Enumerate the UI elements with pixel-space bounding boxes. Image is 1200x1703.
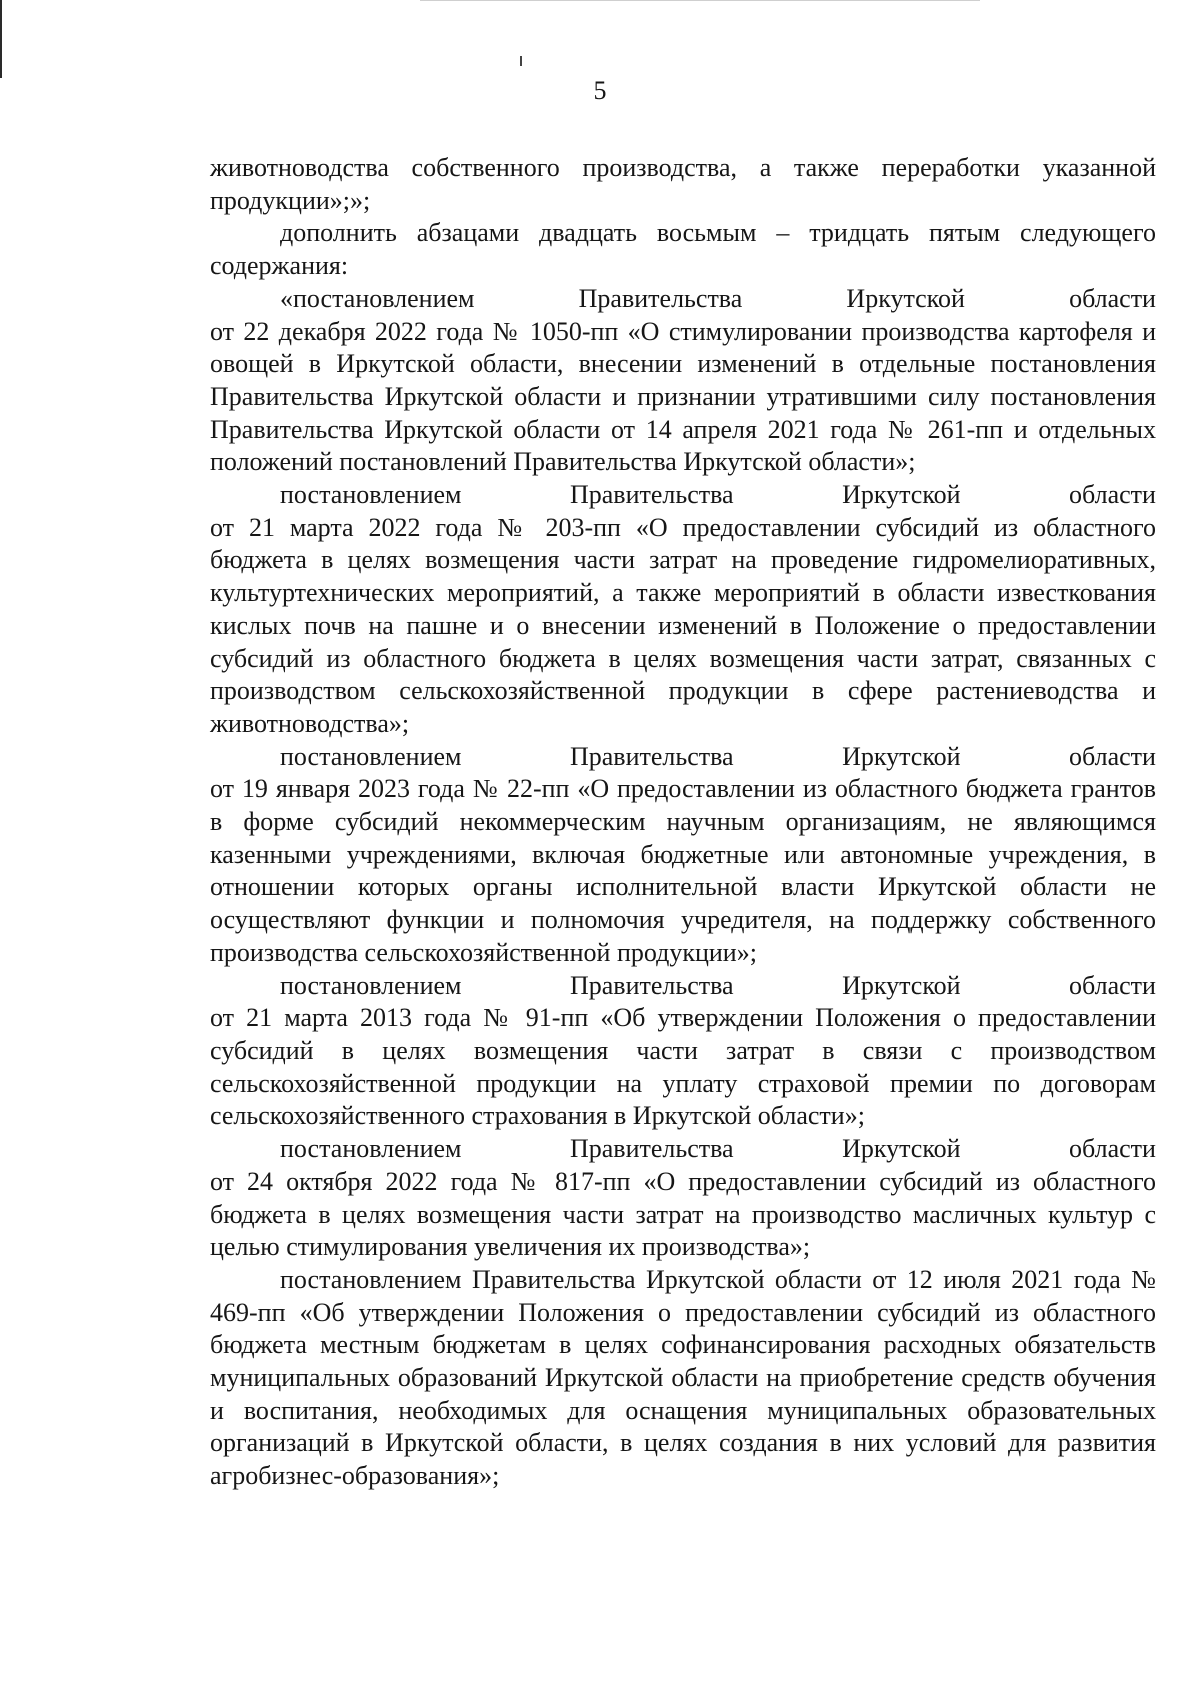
- paragraph-4-first-line: [210, 479, 1156, 512]
- paragraph-8: постановлением Правительства Иркутской области от 12 июля 2021 года № 469-пп «Об утверждении Положения о предоставлении субсидий из областного бюджета местным бюджетам в целях софинансирования расходных обязательств муниципальных образований Иркутской области на приобретение средств обучения и воспитания, необходимых для оснащения муниципальных образовательных организаций в Иркутской области, в целях создания в них условий для развития агробизнес-образования»;: [210, 1264, 1156, 1491]
- scan-edge-mark: [0, 0, 2, 78]
- word: «постановлением: [280, 283, 475, 313]
- paragraph-6-first-line: [210, 970, 1156, 1003]
- word: постановлением: [280, 480, 462, 510]
- word: Правительства: [569, 741, 734, 771]
- paragraph-3-first-line: [210, 283, 1156, 316]
- page-number: 5: [593, 76, 607, 105]
- word: области: [1069, 480, 1156, 510]
- paragraph-5-first-line: [210, 741, 1156, 774]
- paragraph-6: [210, 970, 1156, 1134]
- paragraph-5: [210, 741, 1156, 970]
- word: постановлением: [280, 741, 462, 771]
- paragraph-3-body: от 22 декабря 2022 года № 1050-пп «О стимулировании производства картофеля и овощей в Иркутской области, внесении изменений в отдельные постановления Правительства Иркутской области и признании утратившими силу постановления Правительства Иркутской области от 14 апреля 2021 года № 261-пп и отдельных положений постановлений Правительства Иркутской области»;: [210, 316, 1156, 477]
- paragraph-1: животноводства собственного производства, а также переработки указанной продукции»;»;: [210, 153, 1156, 215]
- word: Правительства: [578, 283, 743, 313]
- paragraph-4-body: от 21 марта 2022 года № 203-пп «О предоставлении субсидий из областного бюджета в целях возмещения части затрат на проведение гидромелиоративных, культуртехнических мероприятий, а также мероприятий в области известкования кислых почв на пашне и о внесении изменений в Положение о предоставлении субсидий из областного бюджета в целях возмещения части затрат, связанных с производством сельскохозяйственной продукции в сфере растениеводства и животноводства»;: [210, 512, 1156, 738]
- word: Иркутской: [842, 480, 961, 510]
- word: области: [1069, 283, 1156, 313]
- word: Иркутской: [842, 741, 961, 771]
- paragraph-6-body: от 21 марта 2013 года № 91-пп «Об утверждении Положения о предоставлении субсидий в целях возмещения части затрат в связи с производством сельскохозяйственной продукции на уплату страховой премии по договорам сельскохозяйственного страхования в Иркутской области»;: [210, 1003, 1156, 1131]
- word: Правительства: [569, 970, 734, 1000]
- word: постановлением: [280, 1134, 462, 1164]
- paragraph-5-body: от 19 января 2023 года № 22-пп «О предоставлении из областного бюджета грантов в форме субсидий некоммерческим научным организациям, не являющимся казенными учреждениями, включая бюджетные или автономные учреждения, в отношении которых органы исполнительной власти Иркутской области не осуществляют функции и полномочия учредителя, на поддержку собственного производства сельскохозяйственной продукции»;: [210, 774, 1156, 967]
- document-body: [210, 152, 1156, 1493]
- word: области: [1069, 1134, 1156, 1164]
- paragraph-2: дополнить абзацами двадцать восьмым – тридцать пятым следующего содержания:: [210, 218, 1156, 281]
- word: Иркутской: [842, 970, 961, 1000]
- word: Правительства: [569, 1134, 734, 1164]
- word: области: [1069, 970, 1156, 1000]
- word: Иркутской: [846, 283, 965, 313]
- scan-top-edge: [420, 0, 980, 1]
- word: постановлением: [280, 970, 462, 1000]
- word: области: [1069, 741, 1156, 771]
- paragraph-4: [210, 479, 1156, 741]
- paragraph-3: [210, 283, 1156, 479]
- paragraph-7-body: от 24 октября 2022 года № 817-пп «О предоставлении субсидий из областного бюджета в целях возмещения части затрат на производство масличных культур с целью стимулирования увеличения их производства»;: [210, 1166, 1156, 1262]
- word: Иркутской: [842, 1134, 961, 1164]
- word: Правительства: [569, 480, 734, 510]
- paragraph-7: [210, 1133, 1156, 1264]
- scan-artifact-mark: [520, 56, 522, 66]
- paragraph-7-first-line: [210, 1133, 1156, 1166]
